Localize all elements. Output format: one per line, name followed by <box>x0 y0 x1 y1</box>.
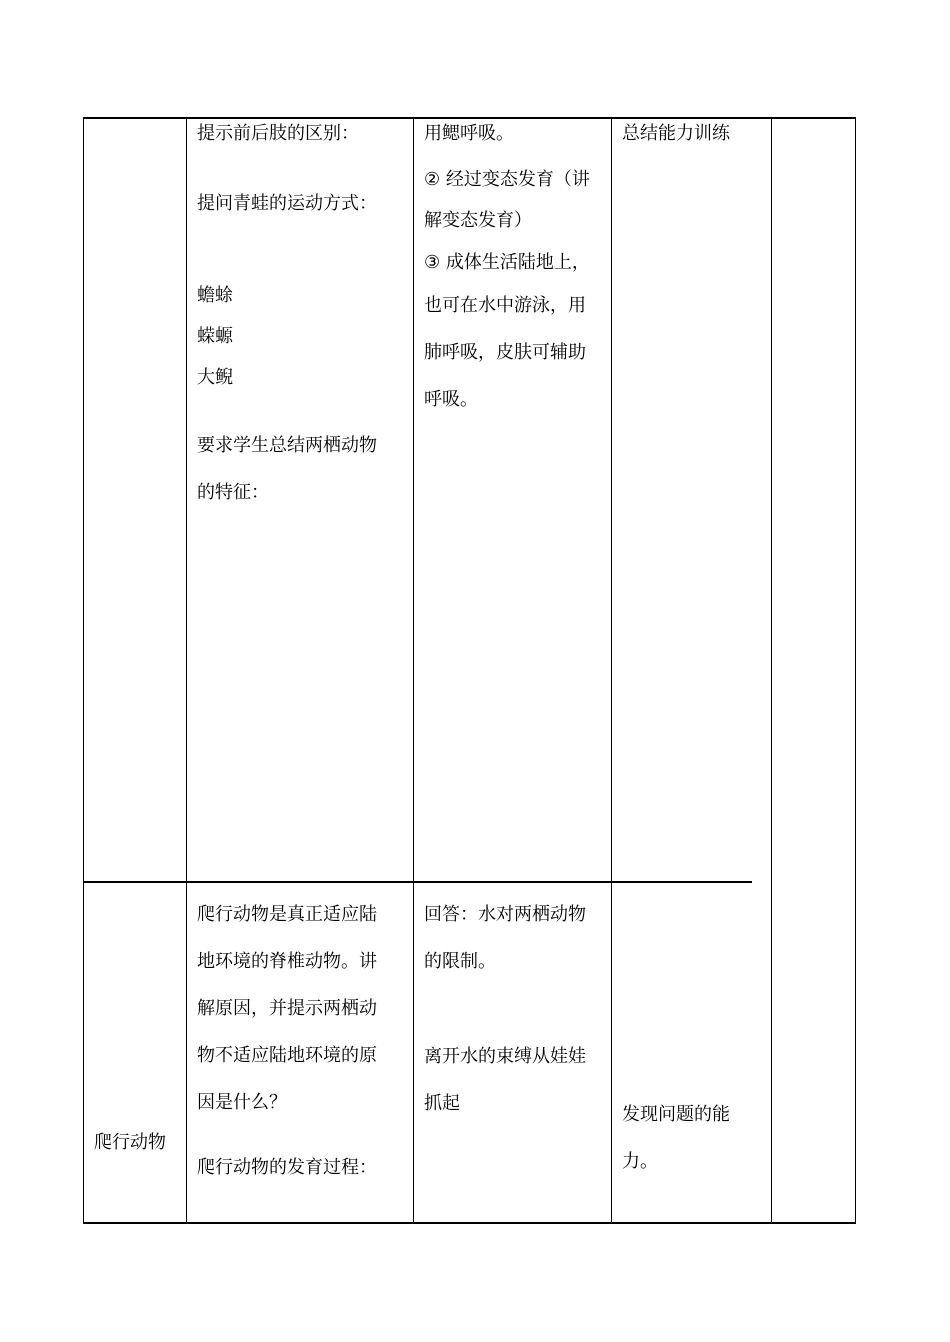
col-line-2 <box>186 117 187 1223</box>
text-line: 因是什么？ <box>197 1092 287 1113</box>
text-line: 解原因，并提示两栖动 <box>197 998 377 1019</box>
spacer <box>424 985 609 1033</box>
text-line: 用鳃呼吸。 <box>424 123 514 144</box>
text-line: ③ 成体生活陆地上， <box>424 252 590 273</box>
row2-teacher-activity <box>197 891 409 1191</box>
row2-topic-label <box>94 1119 184 1166</box>
spacer <box>197 157 409 180</box>
col-line-4 <box>611 117 612 1223</box>
text-line: ② 经过变态发育（讲 <box>424 169 590 190</box>
spacer <box>197 227 409 275</box>
text-line: 提问青蛙的运动方式： <box>197 193 377 214</box>
row1-student-activity <box>424 110 609 423</box>
animal-name: 蝾螈 <box>197 326 233 347</box>
text-line: 离开水的束缚从娃娃 <box>424 1046 586 1067</box>
text-line: 力。 <box>622 1151 658 1172</box>
text-line: 发现问题的能 <box>622 1104 730 1125</box>
text-line: 也可在水中游泳，用 <box>424 295 586 316</box>
text-line: 爬行动物是真正适应陆 <box>197 904 377 925</box>
animal-name: 大鲵 <box>197 367 233 388</box>
text-line: 解变态发育） <box>424 210 532 231</box>
text-line: 爬行动物的发育过程： <box>197 1157 377 1178</box>
text-line: 提示前后肢的区别： <box>197 123 359 144</box>
text-line: 抓起 <box>424 1093 460 1114</box>
col-line-3 <box>413 117 414 1223</box>
col-line-6 <box>855 117 856 1223</box>
spacer <box>197 398 409 422</box>
table-bottom-border <box>83 1222 856 1224</box>
row-divider <box>83 881 752 883</box>
spacer <box>197 1126 409 1144</box>
row2-design-intent <box>622 1091 768 1185</box>
col-line-1 <box>83 117 84 1223</box>
col-line-5 <box>771 117 772 1223</box>
text-line: 回答：水对两栖动物 <box>424 904 586 925</box>
text-line: 总结能力训练 <box>622 123 730 144</box>
topic-text: 爬行动物 <box>94 1132 166 1153</box>
row1-teacher-activity <box>197 110 409 516</box>
text-line: 肺呼吸，皮肤可辅助 <box>424 342 586 363</box>
text-line: 呼吸。 <box>424 389 478 410</box>
row1-design-intent <box>622 110 768 157</box>
text-line: 要求学生总结两栖动物 <box>197 435 377 456</box>
text-line: 的限制。 <box>424 951 496 972</box>
animal-name: 蟾蜍 <box>197 285 233 306</box>
text-line: 物不适应陆地环境的原 <box>197 1045 377 1066</box>
text-line: 的特征： <box>197 482 269 503</box>
row2-student-activity <box>424 891 609 1127</box>
text-line: 地环境的脊椎动物。讲 <box>197 951 377 972</box>
